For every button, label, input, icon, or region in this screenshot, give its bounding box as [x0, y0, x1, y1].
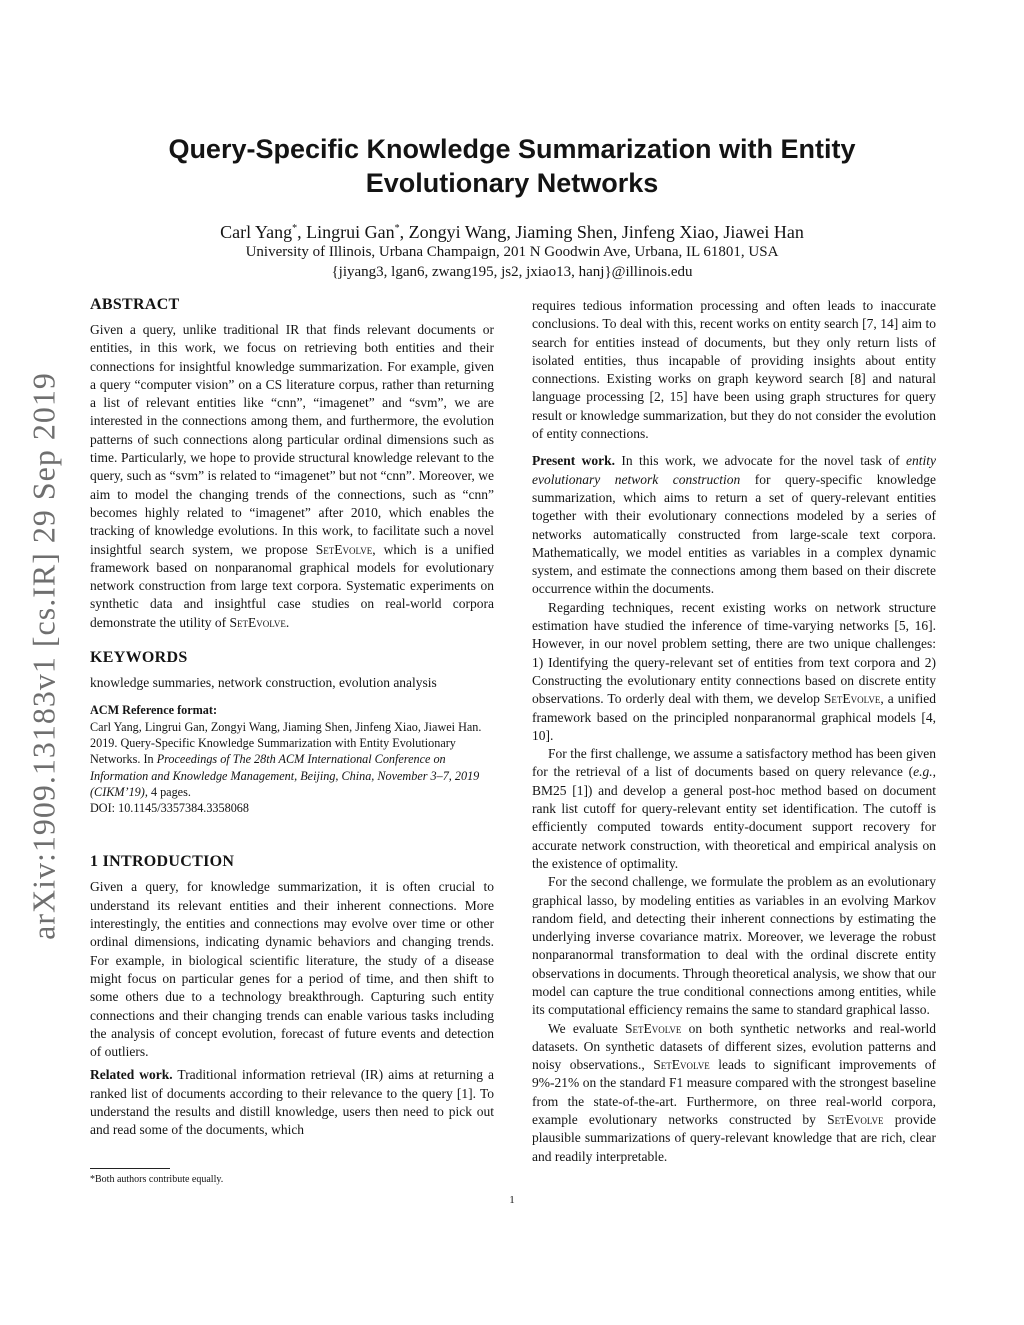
second-challenge-paragraph: For the second challenge, we formulate the problem as an evolutionary graphical lasso, by modeling entities as variables in an evolving Markov random field, and detecting their inherent connections by estimating the underlying inverse covariance matrix. Moreover, we leverage the robust nonparanormal transformation to deal with the ordinal discrete entity observations in documents. Through theoretical analysis, we show that our model can capture the true conditional connections among entities, while its computational efficiency remains the same to standard graphical lasso.: [532, 874, 936, 1018]
venue: Proceedings of The 28th ACM International Conference on Information and Knowledge Management, Beijing, China, November 3–7, 2019 (CIKM’19),: [90, 752, 480, 799]
author-name: Jinfeng Xiao: [621, 222, 715, 242]
method-name: SetEvolve: [229, 614, 286, 630]
method-name: SetEvolve: [653, 1057, 710, 1073]
related-work-label: Related work.: [90, 1067, 173, 1083]
method-name: SetEvolve: [823, 691, 881, 707]
author-name: Carl Yang: [220, 222, 293, 242]
right-column: [532, 297, 936, 1166]
affiliation: University of Illinois, Urbana Champaign, 201 N Goodwin Ave, Urbana, IL 61801, USA: [245, 244, 779, 260]
method-name: SetEvolve: [315, 541, 373, 557]
related-work-paragraph: Related work. Traditional information retrieval (IR) aims at returning a ranked list of documents according to their relevance to the query [1]. To understand the results and distill knowledge, users then need to pick out and read some of the documents, which: [90, 1067, 494, 1138]
present-work-label: Present work.: [532, 453, 615, 469]
doi: DOI: 10.1145/3357384.3358068: [90, 801, 249, 816]
abstract-heading: ABSTRACT: [90, 296, 180, 313]
author-name: Jiawei Han: [723, 222, 804, 242]
abstract-text: Given a query, unlike traditional IR that finds relevant documents or entities, in this work, we focus on retrieving both entities and their connections for insightful knowledge summarization. For example, given a query “computer vision” on a CS literature corpus, rather than returning a list of relevant entities like “cnn”, “imagenet” and “svm”, we are interested in the connections among them, and furthermore, the evolution patterns of such connections along particular ordinal dimensions such as time. Particularly, we hope to provide structural knowledge relevant to the query, such as “svm” is related to “imagenet” but not “cnn”. Moreover, we aim to model the changing trends of the connections, such as “cnn” becomes highly related to “imagenet” after 2010, which enables the tracking of knowledge evolutions. In this work, to facilitate such a novel insightful search system, we propose SetEvolve, which is a unified framework based on nonparanomal graphical models for evolutionary network construction from large text corpora. Systematic experiments on synthetic data and insightful case studies on real-world corpora demonstrate the utility of SetEvolve.: [90, 322, 494, 630]
author-mark: *: [394, 223, 400, 234]
arxiv-stamp: [24, 366, 64, 946]
author-mark: *: [292, 223, 298, 234]
introduction-heading: 1 INTRODUCTION: [90, 853, 235, 871]
evaluation-paragraph: We evaluate SetEvolve on both synthetic networks and real-world datasets. On synthetic datasets of different sizes, evolution patterns and noisy observations., SetEvolve leads to significant improvements of 9%-21% on the standard F1 measure compared with the strongest baseline from the state-of-the-art. Furthermore, on three real-world corpora, example evolutionary networks constructed by SetEvolve provide plausible summarizations of query-relevant knowledge that are rich, clear and readily interpretable.: [532, 1020, 936, 1164]
page-number: 1: [509, 1194, 515, 1206]
continued-paragraph: requires tedious information processing and often leads to inaccurate conclusions. To deal with this, recent works on entity search [7, 14] aim to search for entities instead of documents, but they only return lists of isolated entities, thus incapable of providing insights about entity connections. Existing works on graph keyword search [8] and natural language processing [2, 15] have been using graph structures for query result or knowledge summarization, but they do not consider the evolution of entity connections.: [532, 298, 936, 442]
acm-reference-text: Carl Yang, Lingrui Gan, Zongyi Wang, Jiaming Shen, Jinfeng Xiao, Jiawei Han. 2019. Query-Specific Knowledge Summarization with Entity Evolutionary Networks. In Proceedings of The 28th ACM International Conference on Information and Knowledge Management, Beijing, China, November 3–7, 2019 (CIKM’19), 4 pages.: [90, 719, 482, 799]
method-name: SetEvolve: [827, 1112, 884, 1128]
email-addresses: {jiyang3, lgan6, zwang195, js2, jxiao13, hanj}@illinois.edu: [331, 264, 693, 280]
keywords-heading: KEYWORDS: [90, 649, 188, 667]
author-name: Lingrui Gan: [306, 222, 395, 242]
first-challenge-paragraph: For the first challenge, we assume a satisfactory method has been given for the retrieval of a list of documents based on query relevance (e.g., BM25 [1]) and develop a general post-hoc method based on document rank list cutoff for query-relevant entity set identification. The cutoff is efficiently computed towards entity-document support recovery for accurate network construction, with theoretical and empirical analysis on the existence of optimality.: [532, 746, 936, 871]
footnote-divider: [90, 1168, 170, 1169]
footnote: *Both authors contribute equally.: [90, 1174, 224, 1185]
acm-reference-label: ACM Reference format:: [90, 703, 217, 718]
left-column: [90, 295, 494, 1140]
author-name: Jiaming Shen: [515, 222, 613, 242]
keywords-text: knowledge summaries, network construction, evolution analysis: [90, 675, 437, 691]
techniques-paragraph: Regarding techniques, recent existing works on network structure estimation have studied the inference of time-varying networks [5, 16]. However, in our novel problem setting, there are two unique challenges: 1) Identifying the query-relevant set of entities from text corpora and 2) Constructing the evolutionary entity connections based on discrete entity observations. To orderly deal with them, we develop SetEvolve, a unified framework based on the principled nonparanormal graphical models [4, 10].: [532, 599, 936, 743]
arxiv-stamp-text: arXiv:1909.13183v1 [cs.IR] 29 Sep 2019: [25, 372, 62, 940]
author-list: Carl Yang*, Lingrui Gan*, Zongyi Wang, Jiaming Shen, Jinfeng Xiao, Jiawei Han: [220, 222, 804, 242]
method-name: SetEvolve: [625, 1020, 682, 1036]
author-name: Zongyi Wang: [408, 222, 507, 242]
paper-title: Query-Specific Knowledge Summarization with Entity Evolutionary Networks: [168, 134, 856, 198]
intro-paragraph: Given a query, for knowledge summarization, it is often crucial to understand its relevant entities and their inherent connections. More interestingly, the entities and connections may evolve over time or other ordinal dimensions, indicating dynamic behaviors and changing trends. For example, in biological scientific literature, the study of a disease might focus on particular genes for a period of time, and then shift to some others due to a technology breakthrough. Capturing such entity connections and their changing trends can enable various tasks including the analysis of concept evolution, forecast of future events and detection of outliers.: [90, 879, 494, 1060]
acm-reference: [90, 702, 494, 816]
present-work-paragraph: Present work. In this work, we advocate for the novel task of entity evolutionary network construction for query-specific knowledge summarization, which aims to return a set of query-relevant entities together with their evolutionary connections modeled by a series of networks automatically constructed from large-scale text corpora. Mathematically, we model entities as variables in a complex dynamic system, and estimate the connections among them based on their discrete occurrence within the documents.: [532, 453, 937, 597]
